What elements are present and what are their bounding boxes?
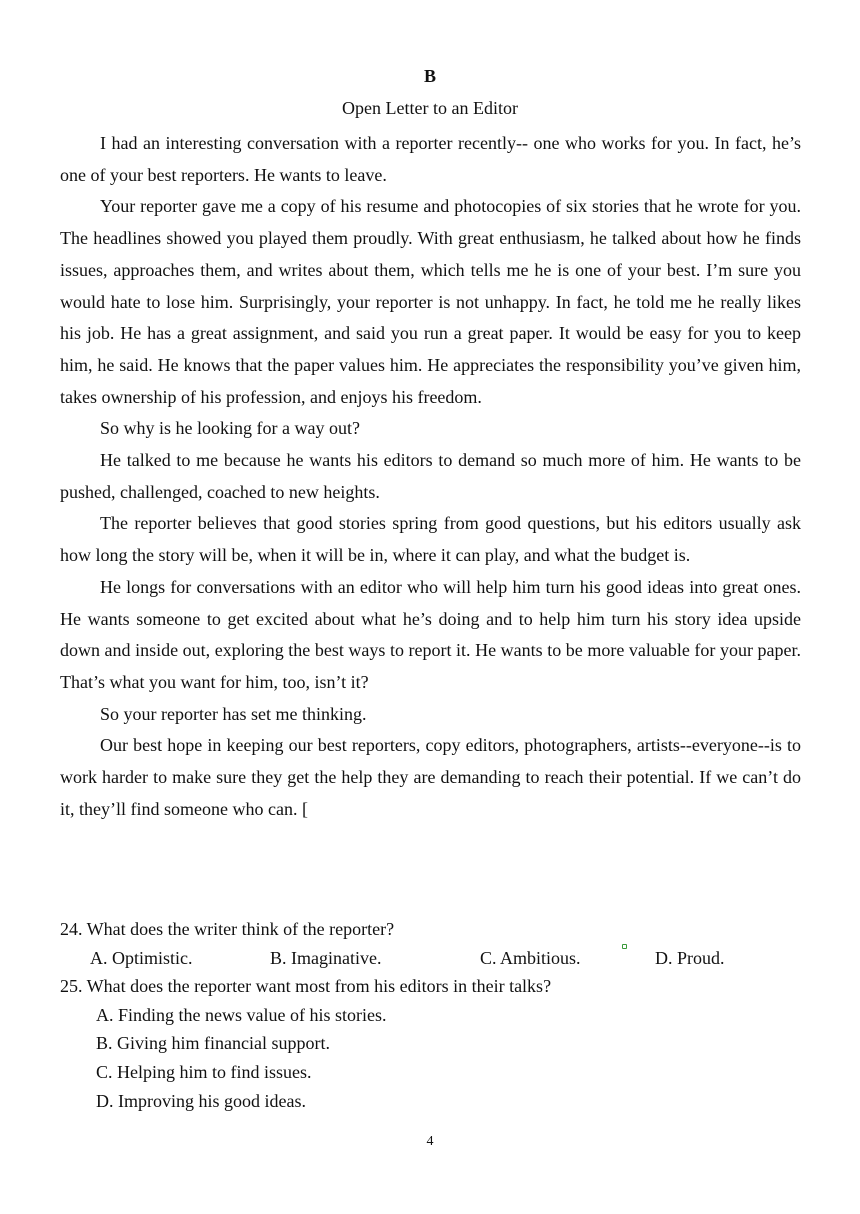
question-25-option-a[interactable]: A. Finding the news value of his stories. (96, 1004, 387, 1025)
paragraph: Our best hope in keeping our best reporters, copy editors, photographers, artists--everyone--is to work harder to make sure they get the help they are demanding to reach their potential. If we can’t do it, they’ll find someone who can. [ (60, 735, 801, 819)
question-25-stem: 25. What does the reporter want most from his editors in their talks? (60, 976, 552, 997)
paragraph: He longs for conversations with an editor who will help him turn his good ideas into great ones. He wants someone to get excited about what he’s doing and to help him turn his story idea upside down and inside out, exploring the best ways to report it. He wants to be more valuable for your paper. That’s what you want for him, too, isn’t it? (60, 576, 801, 692)
question-24-options (60, 944, 801, 973)
question-24-stem: 24. What does the writer think of the reporter? (60, 919, 395, 939)
paragraph: I had an interesting conversation with a reporter recently-- one who works for you. In fact, he’s one of your best reporters. He wants to leave. (60, 133, 801, 185)
stray-mark-icon (622, 944, 627, 949)
question-25-option-c[interactable]: C. Helping him to find issues. (96, 1061, 312, 1082)
paragraph: Your reporter gave me a copy of his resume and photocopies of six stories that he wrote for you. The headlines showed you played them proudly. With great enthusiasm, he talked about how he finds issues, approaches them, and writes about them, which tells me he is one of your best. I’m sure you would hate to lose him. Surprisingly, your reporter is not unhappy. In fact, he told me he really likes his job. He has a great assignment, and said you run a great paper. It would be easy for you to keep him, he said. He knows that the paper values him. He appreciates the responsibility you’ve given him, takes ownership of his profession, and enjoys his freedom. (60, 196, 801, 407)
questions-section (60, 915, 801, 1115)
question-24-option-b[interactable]: B. Imaginative. (270, 947, 382, 968)
paragraph: So your reporter has set me thinking. (100, 703, 367, 724)
question-25-option-d[interactable]: D. Improving his good ideas. (96, 1090, 306, 1111)
paragraph: He talked to me because he wants his editors to demand so much more of him. He wants to be pushed, challenged, coached to new heights. (60, 450, 801, 502)
question-25-option-b[interactable]: B. Giving him financial support. (96, 1033, 330, 1054)
question-24-option-c[interactable]: C. Ambitious. (480, 947, 581, 968)
paragraph: The reporter believes that good stories spring from good questions, but his editors usually ask how long the story will be, when it will be in, where it can play, and what the budget is. (60, 513, 801, 566)
section-letter: B (423, 66, 436, 86)
question-24-option-a[interactable]: A. Optimistic. (90, 947, 193, 968)
paragraph: So why is he looking for a way out? (100, 418, 360, 439)
question-24-option-d[interactable]: D. Proud. (655, 947, 725, 968)
article-body (60, 128, 801, 825)
article-title: Open Letter to an Editor (342, 98, 518, 118)
page-number: 4 (426, 1134, 434, 1149)
